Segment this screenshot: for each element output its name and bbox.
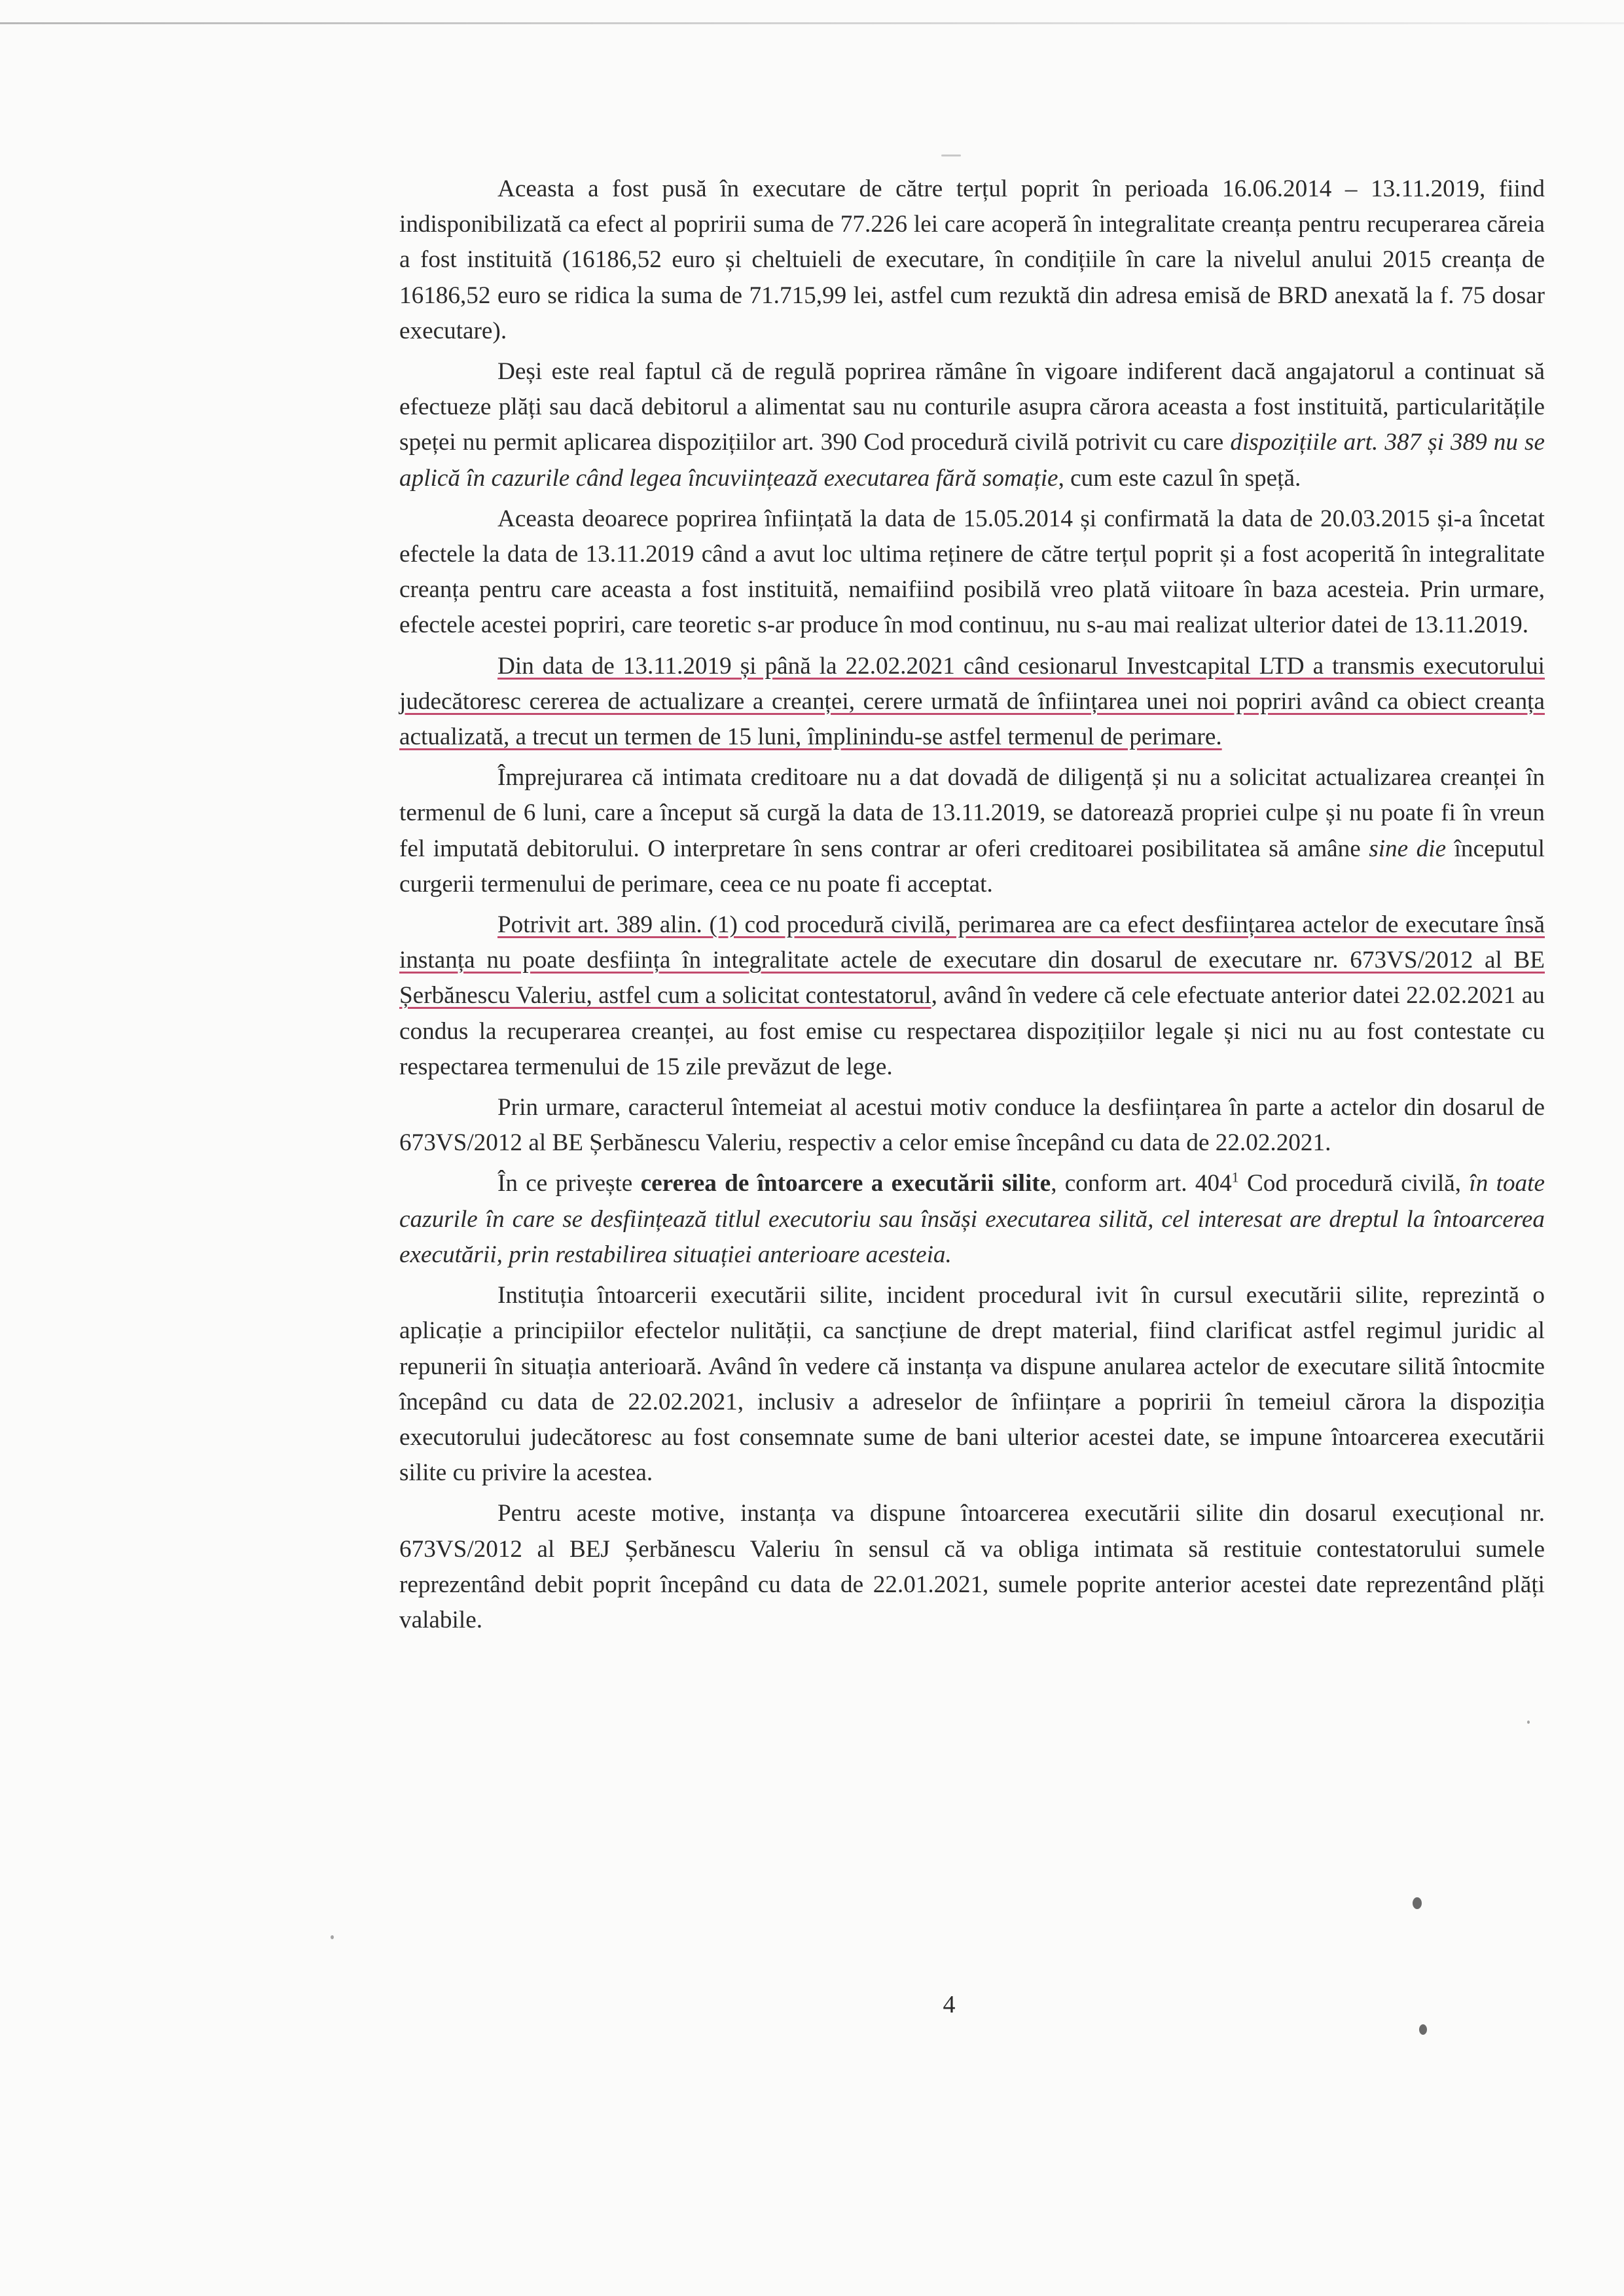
paragraph-2-segment: Deși este real faptul că de regulă poprirea rămâne în vigoare indiferent dacă angajatorul a continuat să efectueze plăți sau dacă debitorul a alimentat sau nu conturile asupra cărora aceasta a fost instituită, particularitățile speței nu permit aplicarea dispozițiilor art. 390 Cod procedură civilă potrivit cu care	[399, 358, 1545, 456]
paragraph-1	[399, 172, 1545, 349]
paragraph-8-segment: , conform art. 404	[1051, 1170, 1232, 1197]
paragraph-2-segment: dispozițiile art. 387 și 389 nu se aplică în cazurile când legea încuviințează executarea fără somație	[399, 429, 1545, 492]
scan-speck	[941, 155, 961, 156]
paragraph-6	[399, 907, 1545, 1085]
paragraph-5	[399, 760, 1545, 902]
paragraph-6-segment: , având în vedere că cele efectuate anterior datei 22.02.2021 au condus la recuperarea creanței, au fost emise cu respectarea dispozițiilor legale și nici nu au fost contestate cu respectarea termenului de 15 zile prevăzut de lege.	[399, 982, 1545, 1080]
paragraph-8	[399, 1166, 1545, 1273]
paragraph-9	[399, 1278, 1545, 1491]
paragraph-2-segment: , cum este cazul în speță.	[1058, 464, 1301, 492]
scan-speck	[1413, 1897, 1422, 1909]
paragraph-10	[399, 1496, 1545, 1638]
paragraph-6-segment: Potrivit art. 389 alin. (1) cod procedură civilă, perimarea are ca efect desființarea actelor de executare însă instanța nu poate desființa în integralitate actele de executare din dosarul de executare nr. 673VS/2012 al BE Șerbănescu Valeriu, astfel cum a solicitat contestatorul	[399, 911, 1545, 1010]
scan-speck	[1527, 1721, 1530, 1724]
paragraph-4-segment: Din data de 13.11.2019 și până la 22.02.2021 când cesionarul Investcapital LTD a transmis executorului judecătoresc cererea de actualizare a creanței, cerere urmată de înființarea unei noi popriri având ca obiect creanța actualizată, a trecut un termen de 15 luni, împlinindu-se astfel termenul de perimare.	[399, 652, 1545, 751]
paragraph-5-segment: sine die	[1369, 835, 1447, 862]
scan-speck	[1419, 2024, 1427, 2035]
paragraph-8-segment: Cod procedură civilă,	[1238, 1170, 1470, 1197]
paragraph-1-segment: Aceasta a fost pusă în executare de către terțul poprit în perioada 16.06.2014 – 13.11.2019, fiind indisponibilizată ca efect al popririi suma de 77.226 lei care acoperă în integralitate creanța pentru recuperarea căreia a fost instituită (16186,52 euro și cheltuieli de executare, în condițiile în care la nivelul anului 2015 creanța de 16186,52 euro se ridica la suma de 71.715,99 lei, astfel cum rezuktă din adresa emisă de BRD anexată la f. 75 dosar executare).	[399, 175, 1545, 344]
paragraph-5-segment: începutul curgerii termenului de perimare, ceea ce nu poate fi acceptat.	[399, 835, 1545, 898]
paragraph-10-segment: Pentru aceste motive, instanța va dispune întoarcerea executării silite din dosarul execuțional nr. 673VS/2012 al BEJ Șerbănescu Valeriu în sensul că va obliga intimata să restituie contestatorului sumele reprezentând debit poprit începând cu data de 22.01.2021, sumele poprite anterior acestei date reprezentând plăți valabile.	[399, 1500, 1545, 1633]
paragraph-8-segment: în toate cazurile în care se desființează titlul executoriu sau însăși executarea silită, cel interesat are dreptul la întoarcerea executării, prin restabilirea situației anterioare acesteia.	[399, 1170, 1545, 1268]
paragraph-8-segment: cererea de întoarcere a executării silite	[640, 1170, 1051, 1197]
paragraph-3-segment: Aceasta deoarece poprirea înființată la data de 15.05.2014 și confirmată la data de 20.03.2015 și-a încetat efectele la data de 13.11.2019 când a avut loc ultima reținere de către terțul poprit și a fost acoperită în integralitate creanța pentru care aceasta a fost instituită, nemaifiind posibilă vreo plată viitoare în baza acesteia. Prin urmare, efectele acestei popriri, care teoretic s-ar produce în mod continuu, nu s-au mai realizat ulterior datei de 13.11.2019.	[399, 505, 1545, 639]
paragraph-8-segment: 1	[1231, 1169, 1239, 1186]
paragraph-9-segment: Instituția întoarcerii executării silite, incident procedural ivit în cursul executării silite, reprezintă o aplicație a principiilor efectelor nulității, ca sancțiune de drept material, fiind clarificat astfel regimul juridic al repunerii în situația anterioară. Având în vedere că instanța va dispune anularea actelor de executare silită întocmite începând cu data de 22.02.2021, inclusiv a adreselor de înființare a popririi în temeiul cărora la dispoziția executorului judecătoresc au fost consemnate sume de bani ulterior acestei date, se impune întoarcerea executării silite cu privire la acestea.	[399, 1282, 1545, 1487]
paragraph-8-segment: În ce privește	[497, 1170, 641, 1197]
paragraph-4	[399, 649, 1545, 756]
paragraph-2	[399, 354, 1545, 496]
paragraph-7	[399, 1090, 1545, 1161]
scan-speck	[331, 1935, 334, 1939]
page-number: 4	[943, 1991, 956, 2018]
document-body	[399, 172, 1545, 1638]
scan-edge-line	[0, 22, 1624, 24]
paragraph-3	[399, 501, 1545, 644]
paragraph-7-segment: Prin urmare, caracterul întemeiat al acestui motiv conduce la desființarea în parte a actelor din dosarul de 673VS/2012 al BE Șerbănescu Valeriu, respectiv a celor emise începând cu data de 22.02.2021.	[399, 1094, 1545, 1157]
paragraph-5-segment: Împrejurarea că intimata creditoare nu a dat dovadă de diligență și nu a solicitat actualizarea creanței în termenul de 6 luni, care a început să curgă la data de 13.11.2019, se datorează propriei culpe și nu poate fi în vreun fel imputată debitorului. O interpretare în sens contrar ar oferi creditoarei posibilitatea să amâne	[399, 764, 1545, 862]
